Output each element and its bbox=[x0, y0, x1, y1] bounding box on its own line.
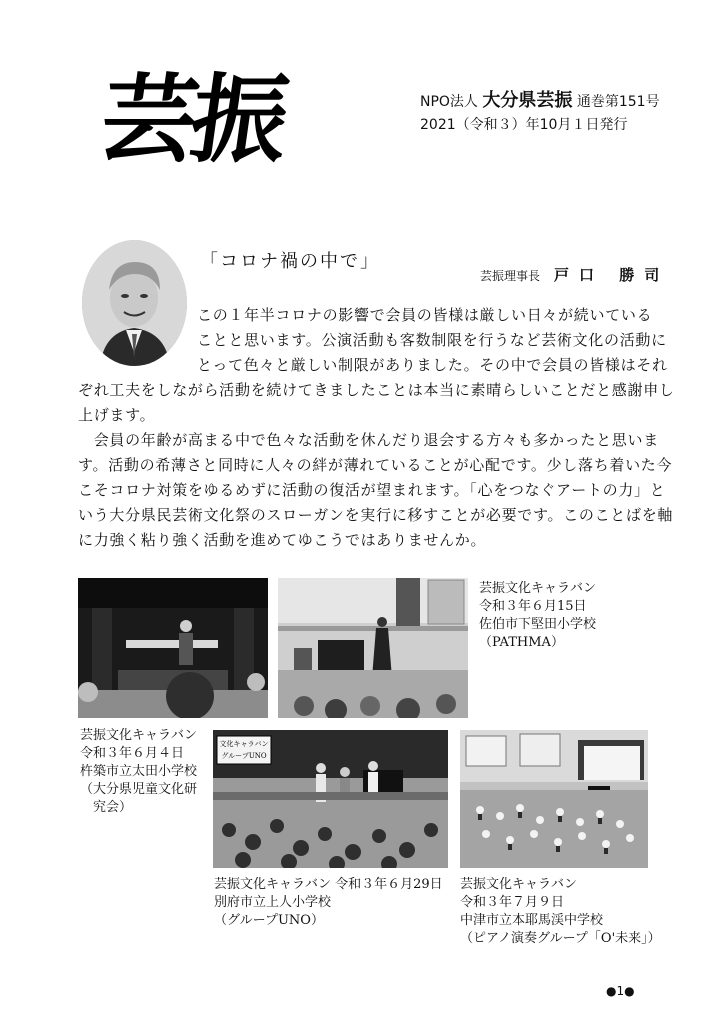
banner-line: 文化キャラバン bbox=[219, 740, 269, 748]
text-line: に力強く粘り強く活動を進めてゆこうではありませんか。 bbox=[78, 531, 487, 549]
masthead-logo: 芸振 bbox=[93, 63, 290, 176]
caption-line: 別府市立上人小学校 bbox=[214, 895, 332, 910]
page-number: ●1● bbox=[606, 984, 635, 998]
caption-line: 令和３年６月15日 bbox=[479, 599, 587, 614]
text-line: 上げます。 bbox=[78, 406, 156, 424]
article-paragraph-2 bbox=[78, 428, 673, 553]
issue-number: 通巻第151号 bbox=[576, 94, 660, 110]
photo-gym-concert bbox=[278, 578, 468, 718]
banner-line: グループUNO bbox=[221, 752, 267, 760]
article-title: 「コロナ禍の中で」 bbox=[200, 251, 380, 272]
photo-stage-performance bbox=[78, 578, 268, 718]
text-line: ぞれ工夫をしながら活動を続けてきましたことは本当に素晴らしいことだと感謝申し bbox=[78, 381, 675, 399]
author-byline bbox=[480, 264, 669, 285]
author-role: 芸振理事長 bbox=[480, 269, 541, 283]
caption-line: 佐伯市下堅田小学校 bbox=[479, 617, 597, 632]
text-line: いう大分県民芸術文化祭のスローガンを実行に移すことが必要です。このことばを軸 bbox=[78, 506, 674, 524]
photo-caption-3 bbox=[214, 876, 443, 930]
issue-date: 2021（令和３）年10月１日発行 bbox=[420, 117, 628, 133]
text-line: す。活動の希薄さと同時に人々の絆が薄れていることが心配です。少し落ち着いた今 bbox=[78, 456, 673, 474]
photo-caption-2 bbox=[479, 580, 596, 652]
caption-line: （グループUNO） bbox=[214, 913, 324, 928]
org-name: 大分県芸振 bbox=[482, 90, 573, 111]
caption-line: 究会） bbox=[80, 800, 133, 815]
photo-group-uno bbox=[213, 730, 448, 868]
publication-info bbox=[420, 86, 660, 134]
photo-school-hall bbox=[460, 730, 648, 868]
caption-line: 令和３年６月４日 bbox=[80, 746, 185, 761]
author-name: 戸口 勝司 bbox=[554, 266, 670, 284]
caption-line: （PATHMA） bbox=[479, 635, 564, 650]
caption-line: 令和３年７月９日 bbox=[460, 895, 565, 910]
photo-caption-4 bbox=[460, 876, 661, 948]
caption-line: 芸振文化キャラバン bbox=[80, 728, 198, 743]
article-paragraph-1 bbox=[197, 303, 668, 378]
caption-line: （大分県児童文化研 bbox=[80, 782, 198, 797]
caption-line: 中津市立本耶馬渓中学校 bbox=[460, 913, 604, 928]
text-line: こそコロナ対策をゆるめずに活動の復活が望まれます。「心をつなぐアートの力」と bbox=[78, 481, 666, 499]
caption-line: 芸振文化キャラバン bbox=[460, 877, 578, 892]
caption-line: 芸振文化キャラバン 令和３年６月29日 bbox=[214, 877, 443, 892]
org-prefix: NPO法人 bbox=[420, 94, 478, 110]
caption-line: （ピアノ演奏グループ「O'未来」） bbox=[460, 931, 661, 946]
text-line: ことと思います。公演活動も客数制限を行うなど芸術文化の活動に bbox=[197, 331, 667, 349]
text-line: 会員の年齢が高まる中で色々な活動を休んだり退会する方々も多かったと思いま bbox=[78, 431, 659, 449]
author-portrait bbox=[82, 240, 187, 366]
photo-caption-1 bbox=[80, 727, 197, 817]
text-line: とって色々と厳しい制限がありました。その中で会員の皆様はそれ bbox=[197, 356, 668, 374]
caption-line: 杵築市立太田小学校 bbox=[80, 764, 198, 779]
article-paragraph-1-cont bbox=[78, 378, 675, 428]
text-line: この１年半コロナの影響で会員の皆様は厳しい日々が続いている bbox=[197, 306, 653, 324]
banner-sign bbox=[219, 738, 269, 762]
caption-line: 芸振文化キャラバン bbox=[479, 581, 597, 596]
